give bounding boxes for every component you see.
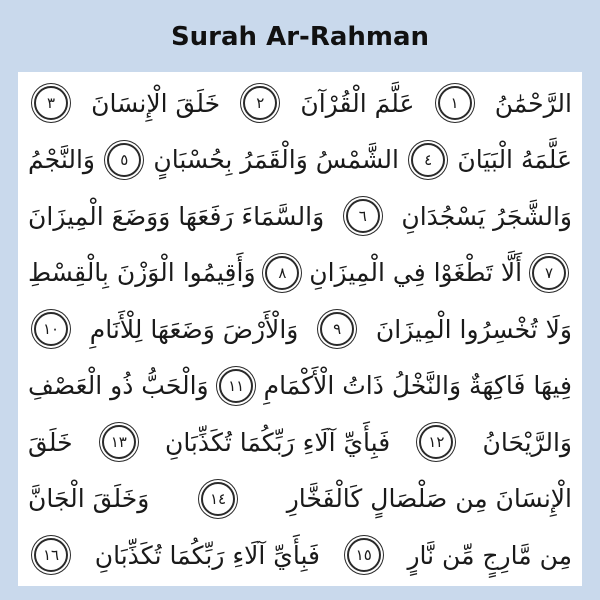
verse-text: الشَّمْسُ وَالْقَمَرُ بِحُسْبَانٍ — [153, 145, 399, 174]
verse-text: فَبِأَيِّ آلَاءِ رَبِّكُمَا تُكَذِّبَانِ — [94, 540, 320, 570]
ayah-number-marker: ٥ — [107, 143, 141, 177]
verse-text: فَبِأَيِّ آلَاءِ رَبِّكُمَا تُكَذِّبَانِ — [164, 427, 391, 457]
verse-text: وَلَا تُخْسِرُوا الْمِيزَانَ — [375, 314, 572, 344]
ayah-number-marker: ٣ — [34, 86, 68, 120]
verse-text: وَخَلَقَ الْجَانَّ — [28, 484, 150, 513]
verse-text: عَلَّمَ الْقُرْآنَ — [300, 88, 415, 118]
ayah-number-marker: ٧ — [532, 256, 566, 290]
verse-text: الرَّحْمَٰنُ — [494, 88, 572, 118]
verse-text: خَلَقَ الْإِنسَانَ — [91, 88, 221, 118]
verse-line — [28, 476, 572, 522]
verse-text: وَالنَّجْمُ — [28, 145, 96, 174]
verse-text: وَالْحَبُّ ذُو الْعَصْفِ — [28, 371, 209, 400]
mushaf-page — [18, 72, 582, 586]
ayah-number-marker: ١٦ — [34, 538, 68, 572]
verse-text: وَالسَّمَاءَ رَفَعَهَا وَوَضَعَ الْمِيزَانَ — [28, 201, 325, 231]
verse-text: وَأَقِيمُوا الْوَزْنَ بِالْقِسْطِ — [28, 258, 256, 287]
verse-line — [28, 137, 572, 183]
verse-line — [28, 306, 572, 352]
verse-text: وَالْأَرْضَ وَضَعَهَا لِلْأَنَامِ — [89, 314, 299, 344]
verse-text: وَالرَّيْحَانُ — [482, 427, 572, 457]
ayah-number-marker: ٢ — [243, 86, 277, 120]
verse-lines — [28, 80, 572, 578]
ayah-number-marker: ٨ — [265, 256, 299, 290]
ayah-number-marker: ٤ — [411, 143, 445, 177]
verse-text: مِن مَّارِجٍ مِّن نَّارٍ — [407, 540, 572, 570]
verse-line — [28, 193, 572, 239]
verse-line — [28, 250, 572, 296]
ayah-number-marker: ١٣ — [102, 425, 136, 459]
page-title: Surah Ar-Rahman — [170, 22, 430, 52]
verse-text: وَالشَّجَرُ يَسْجُدَانِ — [401, 201, 572, 231]
ayah-number-marker: ١٢ — [419, 425, 453, 459]
ayah-number-marker: ٩ — [320, 312, 354, 346]
verse-line — [28, 532, 572, 578]
ayah-number-marker: ١٠ — [34, 312, 68, 346]
ayah-number-marker: ٦ — [346, 199, 380, 233]
ayah-number-marker: ١١ — [219, 369, 253, 403]
ayah-number-marker: ١٥ — [347, 538, 381, 572]
verse-text: أَلَّا تَطْغَوْا فِي الْمِيزَانِ — [309, 258, 523, 287]
verse-text: فِيهَا فَاكِهَةٌ وَالنَّخْلُ ذَاتُ الْأَكْمَامِ — [263, 371, 572, 400]
verse-line — [28, 419, 572, 465]
ayah-number-marker: ١ — [438, 86, 472, 120]
verse-text: الْإِنسَانَ مِن صَلْصَالٍ كَالْفَخَّارِ — [286, 484, 572, 513]
verse-line — [28, 80, 572, 126]
ayah-number-marker: ١٤ — [201, 482, 235, 516]
verse-text: خَلَقَ — [28, 427, 73, 457]
verse-text: عَلَّمَهُ الْبَيَانَ — [457, 145, 572, 174]
verse-line — [28, 363, 572, 409]
